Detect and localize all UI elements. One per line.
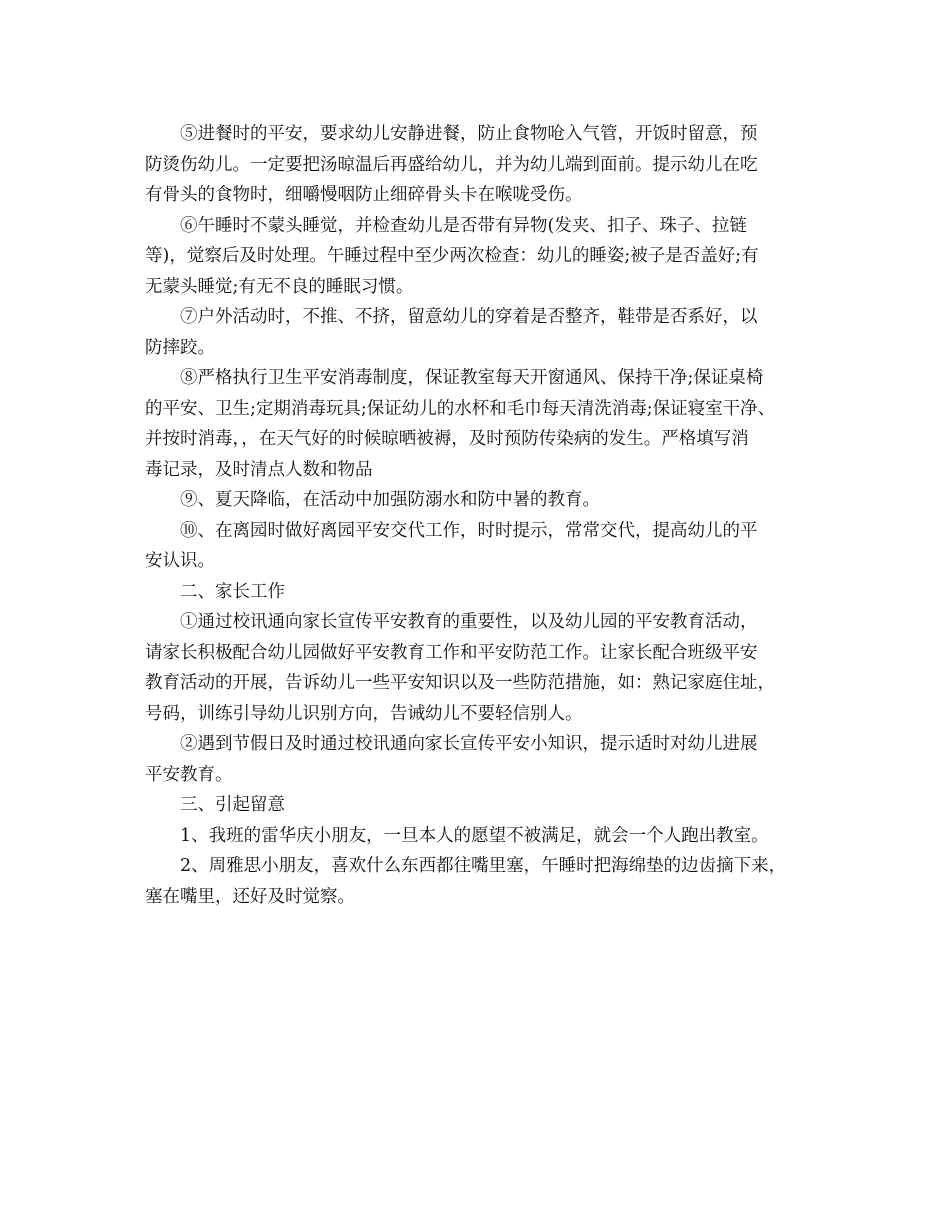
text-line: 2、周雅思小朋友，喜欢什么东西都往嘴里塞，午睡时把海绵垫的边齿摘下来，: [180, 856, 787, 876]
text-line: ⑤进餐时的平安，要求幼儿安静进餐，防止食物呛入气管，开饭时留意，预: [180, 124, 758, 144]
text-line: ⑧严格执行卫生平安消毒制度，保证教室每天开窗通风、保持干净;保证桌椅: [180, 368, 764, 388]
text-line: 平安教育。: [145, 764, 233, 785]
text-line: 1、我班的雷华庆小朋友，一旦本人的愿望不被满足，就会一个人跑出教室。: [180, 825, 769, 846]
text-line: 的平安、卫生;定期消毒玩具;保证幼儿的水杯和毛巾每天清洗消毒;保证寝室干净、: [145, 398, 776, 419]
section-heading: 二、家长工作: [180, 581, 285, 602]
text-line: 防烫伤幼儿。一定要把汤晾温后再盛给幼儿，并为幼儿端到面前。提示幼儿在吃: [145, 154, 758, 175]
text-line: 无蒙头睡觉;有无不良的睡眠习惯。: [145, 276, 414, 297]
text-line: 防摔跤。: [145, 337, 215, 358]
text-line: 请家长积极配合幼儿园做好平安教育工作和平安防范工作。让家长配合班级平安: [145, 642, 758, 663]
document-body: [145, 119, 805, 912]
text-line: ⑩、在离园时做好离园平安交代工作，时时提示，常常交代，提高幼儿的平: [180, 520, 758, 541]
text-line: 教育活动的开展，告诉幼儿一些平安知识以及一些防范措施，如：熟记家庭住址，: [145, 673, 775, 693]
text-line: ⑥午睡时不蒙头睡觉，并检查幼儿是否带有异物(发夹、扣子、珠子、拉链: [180, 215, 747, 236]
text-line: 毒记录，及时清点人数和物品: [145, 459, 373, 480]
text-line: ①通过校讯通向家长宣传平安教育的重要性，以及幼儿园的平安教育活动，: [180, 612, 758, 632]
text-line: 有骨头的食物时，细嚼慢咽防止细碎骨头卡在喉咙受伤。: [145, 185, 583, 205]
text-line: ⑦户外活动时，不推、不挤，留意幼儿的穿着是否整齐，鞋带是否系好，以: [180, 307, 758, 327]
text-line: 等)，觉察后及时处理。午睡过程中至少两次检查：幼儿的睡姿;被子是否盖好;有: [145, 246, 759, 266]
text-line: 塞在嘴里，还好及时觉察。: [145, 886, 355, 907]
text-line: ⑨、夏天降临，在活动中加强防溺水和防中暑的教育。: [180, 490, 600, 510]
text-line: 并按时消毒，，在天气好的时候晾晒被褥，及时预防传染病的发生。严格填写消: [145, 429, 749, 449]
text-line: 安认识。: [145, 551, 215, 571]
text-line: ②遇到节假日及时通过校讯通向家长宣传平安小知识，提示适时对幼儿进展: [180, 734, 758, 754]
section-heading: 三、引起留意: [180, 795, 285, 815]
text-line: 号码，训练引导幼儿识别方向，告诫幼儿不要轻信别人。: [145, 703, 583, 724]
